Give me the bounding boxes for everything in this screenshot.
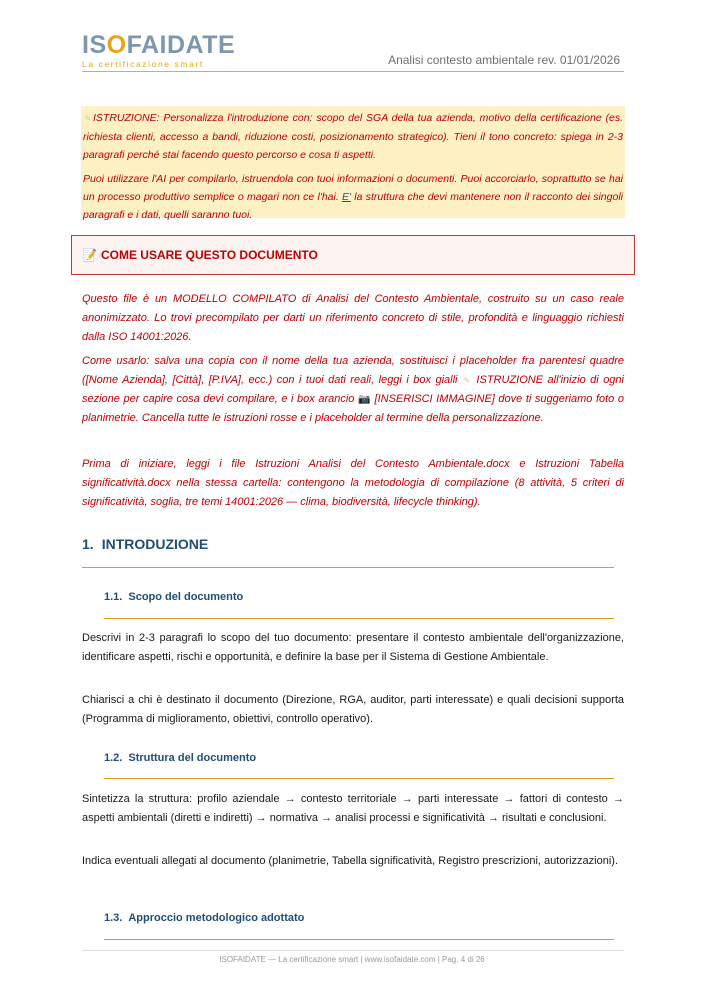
pencil-icon: ✎	[84, 114, 92, 123]
logo-tagline: La certificazione smart	[82, 59, 204, 69]
page-footer: ISOFAIDATE — La certificazione smart | www.isofaidate.com | Pag. 4 di 26	[219, 955, 485, 964]
instruction-link[interactable]: E'	[342, 191, 352, 203]
heading-rule	[104, 618, 614, 619]
subsection-heading: 1.1. Scopo del documento	[104, 591, 244, 603]
heading-rule	[104, 939, 614, 940]
memo-icon: 📝	[82, 248, 97, 262]
section-heading: 1. INTRODUZIONE	[82, 536, 209, 552]
body-paragraph: Indica eventuali allegati al documento (planimetrie, Tabella significatività, Registro prescrizioni, autorizzazioni).	[82, 855, 619, 867]
body-paragraph: Sintetizza la struttura: profilo aziendale → contesto territoriale → parti interessate → fattori di contesto → aspetti ambientali (diretti e indiretti) → normativa → analisi processi e significatività → risultati e conclusioni.	[82, 793, 624, 824]
instruction-box	[81, 106, 625, 221]
heading-rule	[82, 567, 614, 568]
pencil-icon: ✎	[463, 376, 471, 385]
subsection-heading: 1.2. Struttura del documento	[104, 752, 257, 764]
logo	[82, 32, 235, 69]
body-paragraph: Descrivi in 2-3 paragrafi lo scopo del tuo documento: presentare il contesto ambientale dell'organizzazione, identificare aspetti, rischi e opportunità, e definire la base per il Sistema di Gestione Ambientale.	[82, 632, 624, 663]
camera-icon: 📷	[358, 394, 371, 405]
footer-divider	[82, 950, 624, 951]
subsection-heading: 1.3. Approccio metodologico adottato	[104, 912, 305, 924]
document-title: Analisi contesto ambientale rev. 01/01/2026	[388, 53, 620, 67]
header-divider	[82, 71, 624, 72]
how-to-paragraph: Questo file è un MODELLO COMPILATO di Analisi del Contesto Ambientale, costruito su un caso reale anonimizzato. Lo trovi precompilato per darti un riferimento concreto di stile, profondità e linguaggio richiesti dalla ISO 14001:2026.	[82, 293, 624, 343]
how-to-paragraph: Come usarlo: salva una copia con il nome della tua azienda, sostituisci i placeholder fra parentesi quadre ([Nome Azienda], [Città], [P.IVA], ecc.) con i tuoi dati reali, leggi i box gialli ✎ ISTRUZIONE all'inizio di ogni sezione per capire cosa devi compilare, e i box arancio 📷 [INSERISCI IMMAGINE] dove ti suggeriamo foto o planimetrie. Cancella tutte le istruzioni rosse e i placeholder al termine della personalizzazione.	[82, 355, 624, 424]
instruction-paragraph: ✎ ISTRUZIONE: Personalizza l'introduzione con: scopo del SGA della tua azienda, motivo della certificazione (es. richiesta clienti, accesso a bandi, riduzione costi, posizionamento strategico). Tieni il tono concreto: spiega in 2-3 paragrafi perché stai facendo questo percorso e cosa ti aspetti.	[83, 112, 623, 161]
how-to-box	[71, 235, 635, 275]
heading-rule	[104, 778, 614, 779]
how-to-title: COME USARE QUESTO DOCUMENTO	[100, 248, 318, 262]
logo-wordmark: ISOFAIDATE	[82, 31, 236, 59]
how-to-paragraph: Prima di iniziare, leggi i file Istruzioni Analisi del Contesto Ambientale.docx e Istruzioni Tabella significatività.docx nella stessa cartella: contengono la metodologia di compilazione (8 attività, 5 criteri di significatività, soglia, tre temi 14001:2026 — clima, biodiversità, lifecycle thinking).	[82, 458, 624, 508]
body-paragraph: Chiarisci a chi è destinato il documento (Direzione, RGA, auditor, parti interessate) e quali decisioni supporta (Programma di miglioramento, obiettivi, controllo operativo).	[82, 694, 624, 725]
instruction-paragraph: Puoi utilizzare l'AI per compilarlo, istruendola con tuoi informazioni o documenti. Puoi accorciarlo, soprattutto se hai un processo produttivo semplice o magari non ce l'hai. E' la struttura che devi mantenere non il racconto dei singoli paragrafi e i dati, quelli saranno tuoi.	[83, 173, 623, 221]
